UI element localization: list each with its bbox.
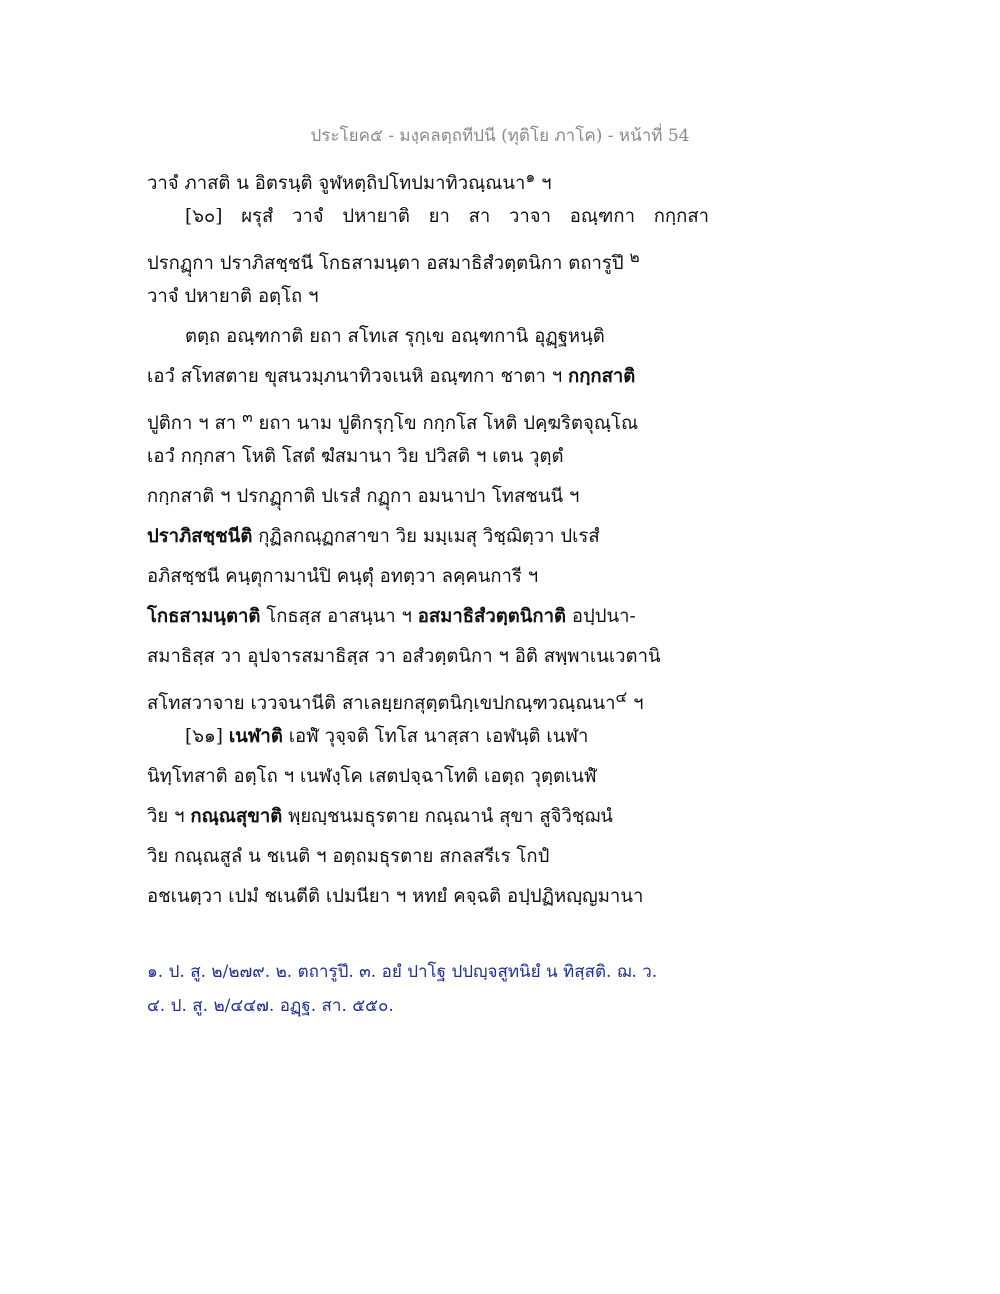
text-line: นิทฺโทสาติ อตฺโถ ฯ เนฬงฺโค เสตปจฺฉาโทติ เอตฺถ วุตฺตเนฬํ (147, 766, 597, 787)
text-line: วาจํ ปหายาติ อตฺโถ ฯ (147, 286, 319, 307)
running-header: ประโยค๕ - มงฺคลตฺถทีปนี (ทุติโย ภาโค) - หน้าที่ 54 (310, 126, 690, 146)
bold-term: กกฺกสาติ (568, 366, 636, 387)
text-line: สมาธิสฺส วา อุปจารสมาธิสฺส วา อสํวตฺตนิกา ฯ อิติ สพฺพาเนเวตานิ (147, 646, 661, 667)
bold-term: อสมาธิสํวตฺตนิกาติ (417, 606, 567, 627)
footnote-line: ๑. ป. สู. ๒/๒๗๙. ๒. ตถารูปึ. ๓. อยํ ปาโฐ ปปญฺจสูทนิยํ น ทิสฺสติ. ฌ. ว. (147, 962, 658, 982)
footnote-ref: ๒ (629, 248, 640, 266)
text-line: ปราภิสชฺชนีติ กุฏิลกณฺฏกสาขา วิย มมฺเมสุ วิชฺฌิตฺวา ปเรสํ (147, 526, 600, 547)
text-line: กกฺกสาติ ฯ ปรกฏุกาติ ปเรสํ กฏุกา อมนาปา โทสชนนี ฯ (147, 486, 580, 507)
footnote-ref: ๓ (242, 408, 253, 426)
text-line: อชเนตฺวา เปมํ ชเนตีติ เปมนียา ฯ หทยํ คจฺฉติ อปฺปฏิหญฺญมานา (147, 886, 644, 907)
bold-term: เนฬาติ (228, 726, 283, 747)
footnote-ref: ๔ (615, 688, 628, 706)
bold-term: โกธสามนฺตาติ (147, 606, 261, 627)
footnote-ref: ๑ (525, 168, 536, 186)
text-line: เอวํ สโทสตาย ขุสนวมฺภนาทิวจเนหิ อณฺฑกา ชาตา ฯ กกฺกสาติ (147, 366, 636, 387)
text-line: วาจํ ภาสติ น อิตรนฺติ จูฬหตฺถิปโทปมาทิวณฺณนา$^๑$ ฯ (147, 168, 552, 195)
body-text (147, 157, 867, 917)
bold-term: ปราภิสชฺชนีติ (147, 526, 253, 547)
text-line: ปรกฏุกา ปราภิสชฺชนี โกธสามนฺตา อสมาธิสํวตฺตนิกา ตถารูปึ $^๒$ (147, 248, 640, 275)
text-line: [๖๐] ผรุสํ วาจํ ปหายาติ ยา สา วาจา อณฺฑกา กกฺกสา (185, 206, 709, 227)
text-line: วิย กณฺณสูลํ น ชเนติ ฯ อตฺถมธุรตาย สกลสรีเร โกปํ (147, 846, 550, 867)
footnote-line: ๔. ป. สู. ๒/๔๔๗. อฏฺฐ. สา. ๕๕๐. (147, 996, 394, 1016)
bold-term: กณฺณสุขาติ (190, 806, 283, 827)
text-line: เอวํ กกฺกสา โหติ โสตํ ฆํสมานา วิย ปวิสติ ฯ เตน วุตฺตํ (147, 446, 564, 467)
text-line: วิย ฯ กณฺณสุขาติ พฺยญฺชนมธุรตาย กณฺณานํ สุขา สูจิวิชฺฌนํ (147, 806, 613, 827)
text-line: โกธสามนฺตาติ โกธสฺส อาสนฺนา ฯ อสมาธิสํวตฺตนิกาติ อปฺปนา- (147, 606, 636, 627)
text-line: สโทสวาจาย เววจนานีติ สาเลยฺยกสุตฺตนิกฺเขปกณฺฑวณฺณนา$^๔$ ฯ (147, 688, 644, 715)
text-line: [๖๑] เนฬาติ เอฬํ วุจฺจติ โทโส นาสฺสา เอฬนฺติ เนฬา (185, 726, 589, 747)
footnotes (147, 955, 867, 1023)
text-line: ตตฺถ อณฺฑกาติ ยถา สโทเส รุกฺเข อณฺฑกานิ อุฏฺฐหนฺติ (185, 326, 605, 347)
text-line: อภิสชฺชนี คนฺตุกามานํปิ คนฺตุํ อทตฺวา ลคฺคนการี ฯ (147, 566, 539, 587)
text-line: ปูติกา ฯ สา $^๓$ ยถา นาม ปูติกรุกฺโข กกฺกโส โหติ ปคฺฆริตจุณฺโณ (147, 408, 639, 435)
